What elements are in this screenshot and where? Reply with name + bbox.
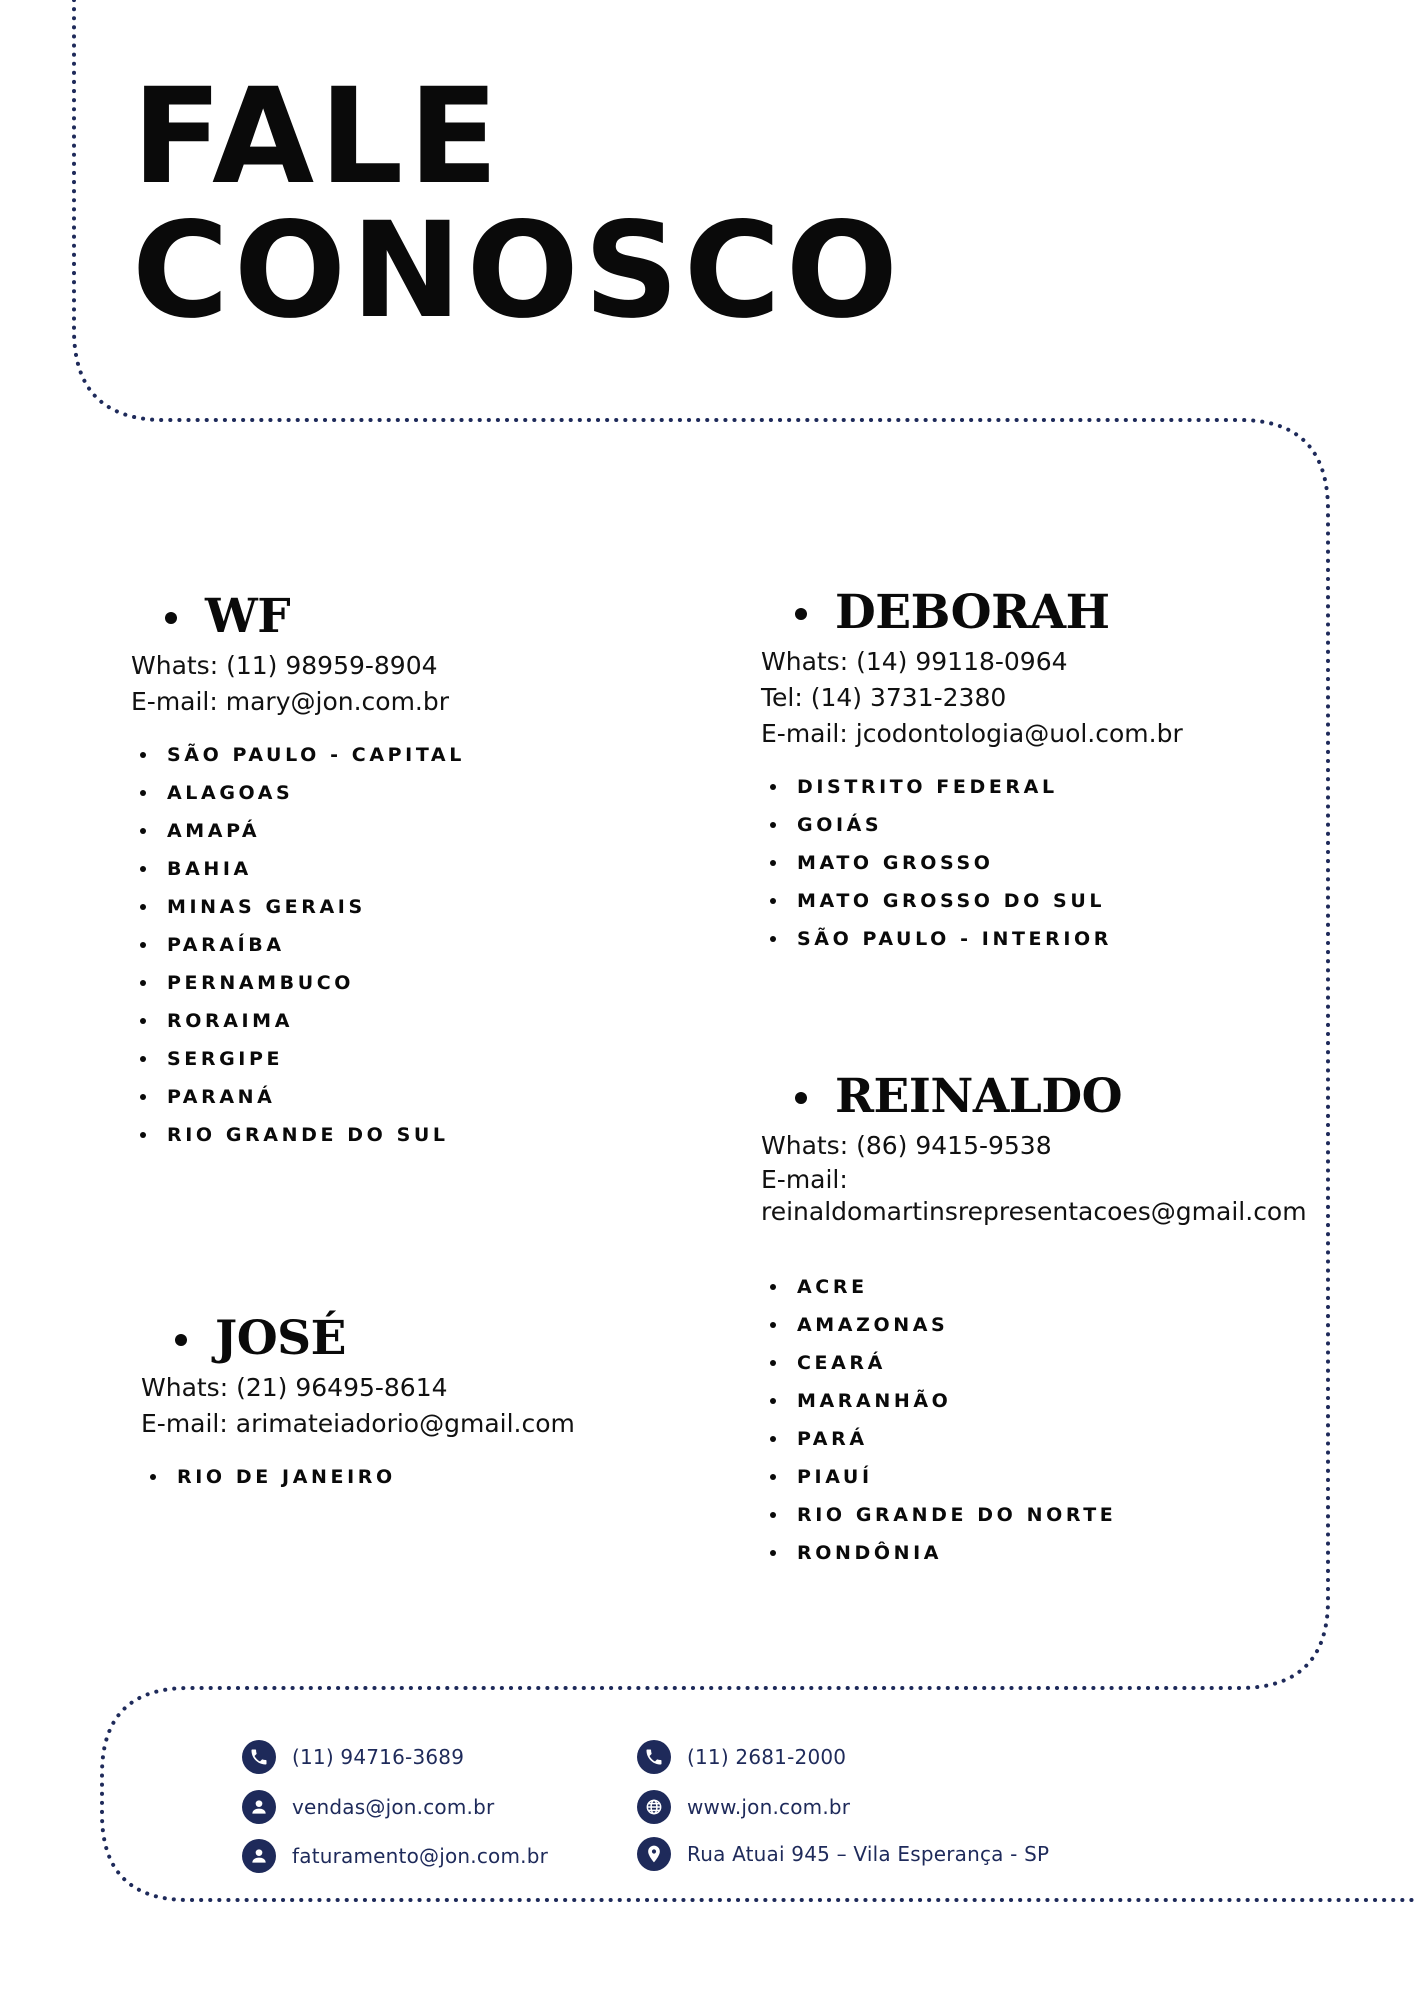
region-item: ACRE	[761, 1268, 1307, 1306]
title-line-2: CONOSCO	[132, 194, 903, 348]
region-item: PIAUÍ	[761, 1458, 1307, 1496]
contact-jose	[141, 1312, 575, 1496]
contact-deborah	[761, 586, 1183, 958]
region-item: MINAS GERAIS	[131, 888, 465, 926]
footer-phone-1	[242, 1737, 464, 1777]
footer-website-text: www.jon.com.br	[687, 1795, 851, 1819]
region-item: SÃO PAULO - INTERIOR	[761, 920, 1183, 958]
title-line-1: FALE	[132, 60, 504, 214]
region-item: RIO DE JANEIRO	[141, 1458, 575, 1496]
region-list	[761, 768, 1183, 958]
contact-name: REINALDO	[795, 1070, 1307, 1124]
phone-icon	[637, 1740, 671, 1774]
region-list	[141, 1458, 575, 1496]
contact-name: JOSÉ	[175, 1312, 575, 1366]
email-label-line: E-mail:	[761, 1165, 848, 1194]
region-item: RIO GRANDE DO SUL	[131, 1116, 465, 1154]
whatsapp-line: Whats: (11) 98959-8904	[131, 651, 438, 680]
user-icon	[242, 1839, 276, 1873]
footer-phone-2-text: (11) 2681-2000	[687, 1745, 847, 1769]
location-pin-icon	[637, 1837, 671, 1871]
footer-address	[637, 1834, 1049, 1874]
contact-name: DEBORAH	[795, 586, 1183, 640]
contact-wf	[131, 590, 465, 1154]
region-item: CEARÁ	[761, 1344, 1307, 1382]
region-item: PARANÁ	[131, 1078, 465, 1116]
region-item: PARÁ	[761, 1420, 1307, 1458]
whatsapp-line: Whats: (21) 96495-8614	[141, 1373, 448, 1402]
region-item: DISTRITO FEDERAL	[761, 768, 1183, 806]
footer-email-1	[242, 1787, 494, 1827]
footer-email-2	[242, 1836, 548, 1876]
region-item: PARAÍBA	[131, 926, 465, 964]
footer-email-2-text: faturamento@jon.com.br	[292, 1844, 549, 1868]
footer-address-text: Rua Atuai 945 – Vila Esperança - SP	[687, 1842, 1050, 1866]
region-item: SÃO PAULO - CAPITAL	[131, 736, 465, 774]
footer-email-1-text: vendas@jon.com.br	[292, 1795, 495, 1819]
contact-reinaldo	[761, 1070, 1307, 1572]
region-item: GOIÁS	[761, 806, 1183, 844]
region-list	[761, 1268, 1307, 1572]
footer-phone-2	[637, 1737, 846, 1777]
whatsapp-line: Whats: (86) 9415-9538	[761, 1131, 1052, 1160]
region-item: RIO GRANDE DO NORTE	[761, 1496, 1307, 1534]
footer-website	[637, 1787, 850, 1827]
user-icon	[242, 1790, 276, 1824]
region-item: SERGIPE	[131, 1040, 465, 1078]
email-line: E-mail: mary@jon.com.br	[131, 687, 450, 716]
region-item: MARANHÃO	[761, 1382, 1307, 1420]
region-item: ALAGOAS	[131, 774, 465, 812]
region-item: AMAPÁ	[131, 812, 465, 850]
page-title	[132, 60, 903, 348]
region-item: AMAZONAS	[761, 1306, 1307, 1344]
region-list	[131, 736, 465, 1154]
email-line: reinaldomartinsrepresentacoes@gmail.com	[761, 1197, 1307, 1226]
region-item: MATO GROSSO	[761, 844, 1183, 882]
region-item: RORAIMA	[131, 1002, 465, 1040]
region-item: BAHIA	[131, 850, 465, 888]
phone-icon	[242, 1740, 276, 1774]
email-line: E-mail: arimateiadorio@gmail.com	[141, 1409, 575, 1438]
region-item: MATO GROSSO DO SUL	[761, 882, 1183, 920]
globe-icon	[637, 1790, 671, 1824]
email-line: E-mail: jcodontologia@uol.com.br	[761, 719, 1183, 748]
footer-phone-1-text: (11) 94716-3689	[292, 1745, 465, 1769]
whatsapp-line: Whats: (14) 99118-0964	[761, 647, 1068, 676]
phone-line: Tel: (14) 3731-2380	[761, 683, 1007, 712]
region-item: PERNAMBUCO	[131, 964, 465, 1002]
region-item: RONDÔNIA	[761, 1534, 1307, 1572]
contact-name: WF	[165, 590, 465, 644]
